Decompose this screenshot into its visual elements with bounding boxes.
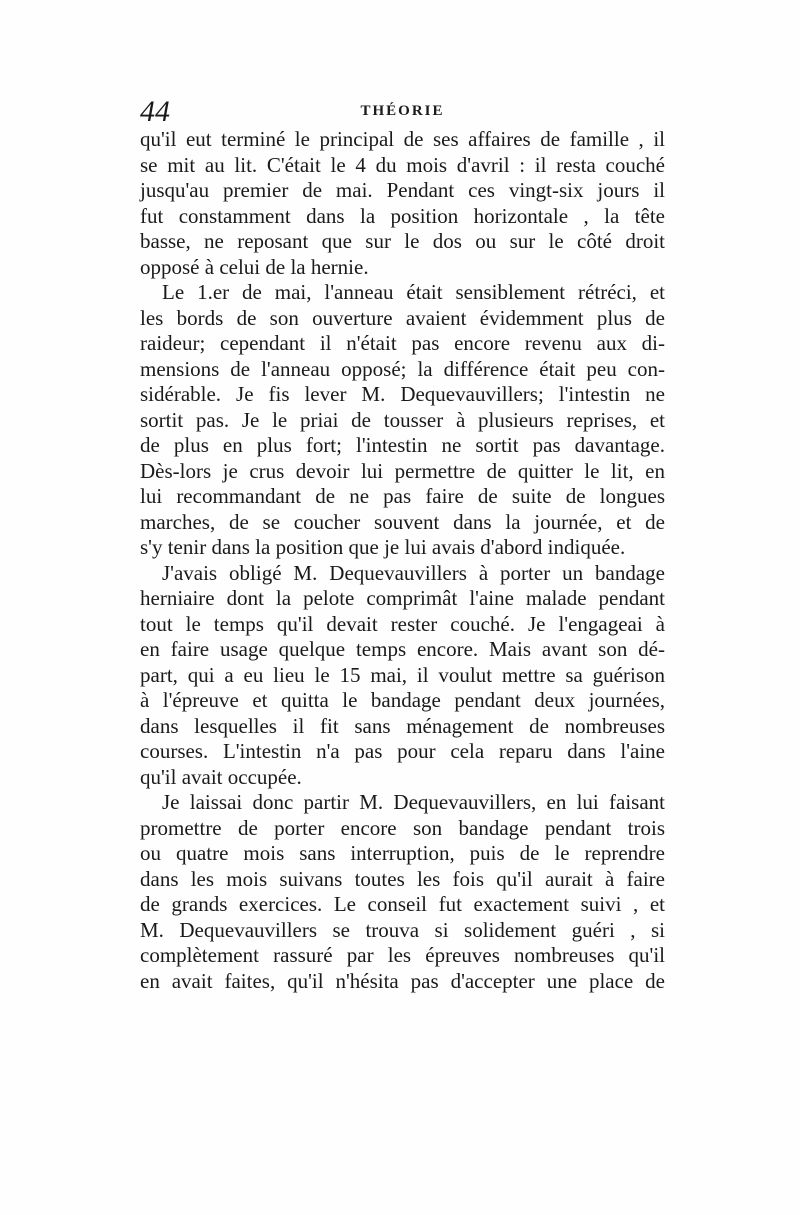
text-line: opposé à celui de la hernie. bbox=[140, 254, 369, 279]
text-line: en avait faites, qu'il n'hésita pas d'accepter une place de bbox=[140, 968, 665, 993]
text-line: courses. L'intestin n'a pas pour cela reparu dans l'aine bbox=[140, 739, 665, 763]
text-line: tout le temps qu'il devait rester couché. Je l'engageai à bbox=[140, 611, 665, 636]
text-line: part, qui a eu lieu le 15 mai, il voulut mettre sa guérison bbox=[140, 662, 665, 687]
text-line: dans les mois suivans toutes les fois qu'il aurait à faire bbox=[140, 866, 665, 891]
text-line: à l'épreuve et quitta le bandage pendant deux journées, bbox=[140, 688, 665, 712]
text-line: qu'il eut terminé le principal de ses affaires de famille , il bbox=[140, 127, 665, 151]
text-line: basse, ne reposant que sur le dos ou sur le côté droit bbox=[140, 229, 665, 253]
text-line: en faire usage quelque temps encore. Mais avant son dé- bbox=[140, 637, 665, 661]
body-text bbox=[140, 127, 665, 994]
text-line: jusqu'au premier de mai. Pendant ces vingt-six jours il bbox=[140, 178, 665, 202]
running-head: THÉORIE bbox=[360, 103, 445, 119]
text-line: herniaire dont la pelote comprimât l'aine malade pendant bbox=[140, 586, 665, 610]
text-line: Je laissai donc partir M. Dequevauvillers, en lui faisant bbox=[162, 790, 665, 814]
text-line: ou quatre mois sans interruption, puis de le reprendre bbox=[140, 841, 665, 865]
text-line: s'y tenir dans la position que je lui avais d'abord indiquée. bbox=[140, 535, 626, 559]
text-line: fut constamment dans la position horizontale , la tête bbox=[140, 203, 665, 228]
text-line: se mit au lit. C'était le 4 du mois d'avril : il resta couché bbox=[140, 152, 665, 177]
text-line: les bords de son ouverture avaient évidemment plus de bbox=[140, 305, 665, 330]
text-line: sortit pas. Je le priai de tousser à plusieurs reprises, et bbox=[140, 407, 665, 432]
text-line: de plus en plus fort; l'intestin ne sortit pas davantage. bbox=[140, 433, 665, 457]
text-line: de grands exercices. Le conseil fut exactement suivi , et bbox=[140, 892, 665, 916]
text-line: J'avais obligé M. Dequevauvillers à porter un bandage bbox=[162, 560, 665, 585]
text-line: Le 1.er de mai, l'anneau était sensiblement rétréci, et bbox=[162, 280, 665, 304]
page-number: 44 bbox=[140, 95, 170, 128]
text-line: complètement rassuré par les épreuves nombreuses qu'il bbox=[140, 943, 665, 967]
text-line: Dès-lors je crus devoir lui permettre de quitter le lit, en bbox=[140, 458, 665, 483]
text-line: dans lesquelles il fit sans ménagement de nombreuses bbox=[140, 713, 665, 738]
text-line: promettre de porter encore son bandage pendant trois bbox=[140, 815, 665, 840]
text-line: raideur; cependant il n'était pas encore revenu aux di- bbox=[140, 331, 665, 355]
text-line: marches, de se coucher souvent dans la journée, et de bbox=[140, 509, 665, 534]
text-line: M. Dequevauvillers se trouva si solidement guéri , si bbox=[140, 917, 665, 942]
text-line: lui recommandant de ne pas faire de suite de longues bbox=[140, 484, 665, 508]
text-line: mensions de l'anneau opposé; la différence était peu con- bbox=[140, 356, 665, 381]
text-line: sidérable. Je fis lever M. Dequevauvillers; l'intestin ne bbox=[140, 382, 665, 406]
text-line: qu'il avait occupée. bbox=[140, 764, 302, 789]
